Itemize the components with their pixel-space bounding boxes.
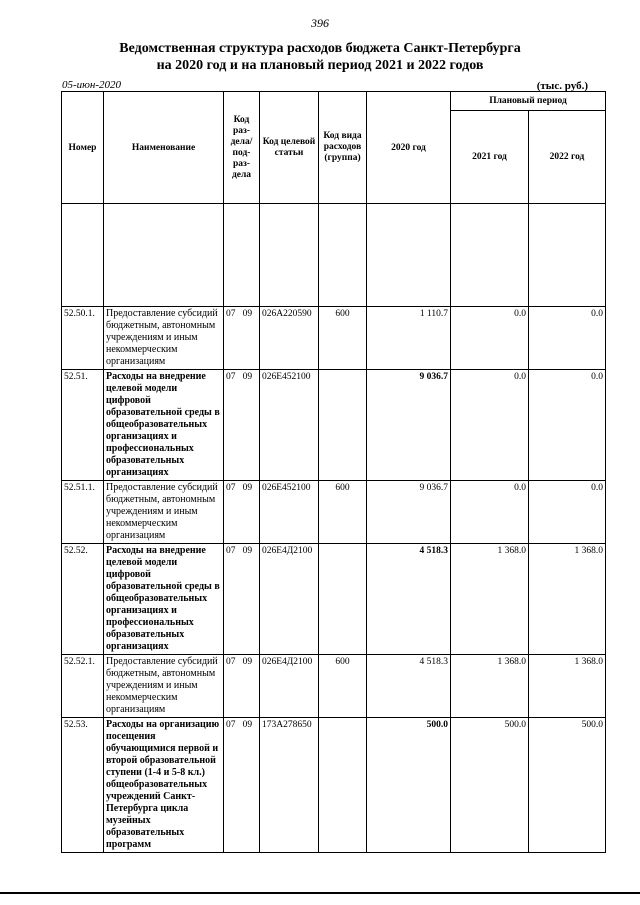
row-name: Предоставление субсидий бюджетным, автономным учреждениям и иным некоммерческим организациям xyxy=(104,307,224,370)
header-name: Наименование xyxy=(104,92,224,204)
row-number: 52.52. xyxy=(62,544,104,655)
row-amount-2020: 1 110.7 xyxy=(367,307,451,370)
table-row xyxy=(62,718,606,853)
row-name: Расходы на внедрение целевой модели цифровой образовательной среды в общеобразовательных организациях и профессиональных образовательных организациях xyxy=(104,544,224,655)
table-row xyxy=(62,370,606,481)
row-amount-2020: 4 518.3 xyxy=(367,544,451,655)
row-amount-2020: 500.0 xyxy=(367,718,451,853)
row-target-code: 026Е4Д2100 xyxy=(260,544,319,655)
units-label: (тыс. руб.) xyxy=(536,80,588,92)
row-amount-2021: 500.0 xyxy=(451,718,529,853)
bottom-rule xyxy=(0,892,640,894)
row-amount-2020: 9 036.7 xyxy=(367,481,451,544)
row-amount-2021: 0.0 xyxy=(451,481,529,544)
table-row xyxy=(62,307,606,370)
row-amount-2020: 9 036.7 xyxy=(367,370,451,481)
row-expense-type: 600 xyxy=(319,307,367,370)
header-expense-type: Код вида расходов (группа) xyxy=(319,92,367,204)
row-amount-2022: 0.0 xyxy=(529,307,606,370)
table-row xyxy=(62,481,606,544)
row-name: Расходы на внедрение целевой модели цифровой образовательной среды в общеобразовательных организациях и профессиональных образовательных организациях xyxy=(104,370,224,481)
row-number: 52.51. xyxy=(62,370,104,481)
row-amount-2022: 0.0 xyxy=(529,370,606,481)
document-title xyxy=(0,40,640,74)
header-section-code: Код раз-дела/ под-раз-дела xyxy=(224,92,260,204)
header-plan-period: Плановый период xyxy=(451,92,606,111)
row-expense-type: 600 xyxy=(319,655,367,718)
row-target-code: 026А220590 xyxy=(260,307,319,370)
page-number: 396 xyxy=(311,16,329,30)
row-target-code: 026Е452100 xyxy=(260,481,319,544)
header-number: Номер xyxy=(62,92,104,204)
table-row xyxy=(62,655,606,718)
row-target-code: 026Е452100 xyxy=(260,370,319,481)
spacer-row xyxy=(62,204,606,307)
row-section-code: 07 09 xyxy=(224,718,260,853)
budget-table xyxy=(61,91,606,853)
title-line-2: на 2020 год и на плановый период 2021 и 2022 годов xyxy=(156,58,484,73)
row-number: 52.52.1. xyxy=(62,655,104,718)
row-amount-2022: 1 368.0 xyxy=(529,544,606,655)
row-number: 52.50.1. xyxy=(62,307,104,370)
row-amount-2021: 1 368.0 xyxy=(451,655,529,718)
header-year-2022: 2022 год xyxy=(529,111,606,204)
table-row xyxy=(62,544,606,655)
row-target-code: 026Е4Д2100 xyxy=(260,655,319,718)
row-amount-2021: 1 368.0 xyxy=(451,544,529,655)
document-date: 05-июн-2020 xyxy=(62,79,122,91)
row-section-code: 07 09 xyxy=(224,370,260,481)
row-expense-type xyxy=(319,718,367,853)
header-target-code: Код целевой статьи xyxy=(260,92,319,204)
row-amount-2020: 4 518.3 xyxy=(367,655,451,718)
row-name: Расходы на организацию посещения обучающимися первой и второй образовательной ступени (1-4 и 5-8 кл.) общеобразовательных учреждений Санкт-Петербурга цикла музейных образовательных программ xyxy=(104,718,224,853)
row-expense-type xyxy=(319,370,367,481)
row-amount-2022: 0.0 xyxy=(529,481,606,544)
row-section-code: 07 09 xyxy=(224,544,260,655)
header-year-2021: 2021 год xyxy=(451,111,529,204)
row-section-code: 07 09 xyxy=(224,307,260,370)
row-name: Предоставление субсидий бюджетным, автономным учреждениям и иным некоммерческим организациям xyxy=(104,481,224,544)
row-amount-2021: 0.0 xyxy=(451,370,529,481)
row-number: 52.53. xyxy=(62,718,104,853)
row-target-code: 173А278650 xyxy=(260,718,319,853)
budget-rows xyxy=(62,307,606,853)
header-year-2020: 2020 год xyxy=(367,92,451,204)
row-expense-type: 600 xyxy=(319,481,367,544)
row-expense-type xyxy=(319,544,367,655)
row-amount-2022: 1 368.0 xyxy=(529,655,606,718)
row-amount-2022: 500.0 xyxy=(529,718,606,853)
header-row xyxy=(62,92,606,111)
row-name: Предоставление субсидий бюджетным, автономным учреждениям и иным некоммерческим организациям xyxy=(104,655,224,718)
row-number: 52.51.1. xyxy=(62,481,104,544)
title-line-1: Ведомственная структура расходов бюджета Санкт-Петербурга xyxy=(119,41,521,56)
row-section-code: 07 09 xyxy=(224,481,260,544)
row-section-code: 07 09 xyxy=(224,655,260,718)
row-amount-2021: 0.0 xyxy=(451,307,529,370)
